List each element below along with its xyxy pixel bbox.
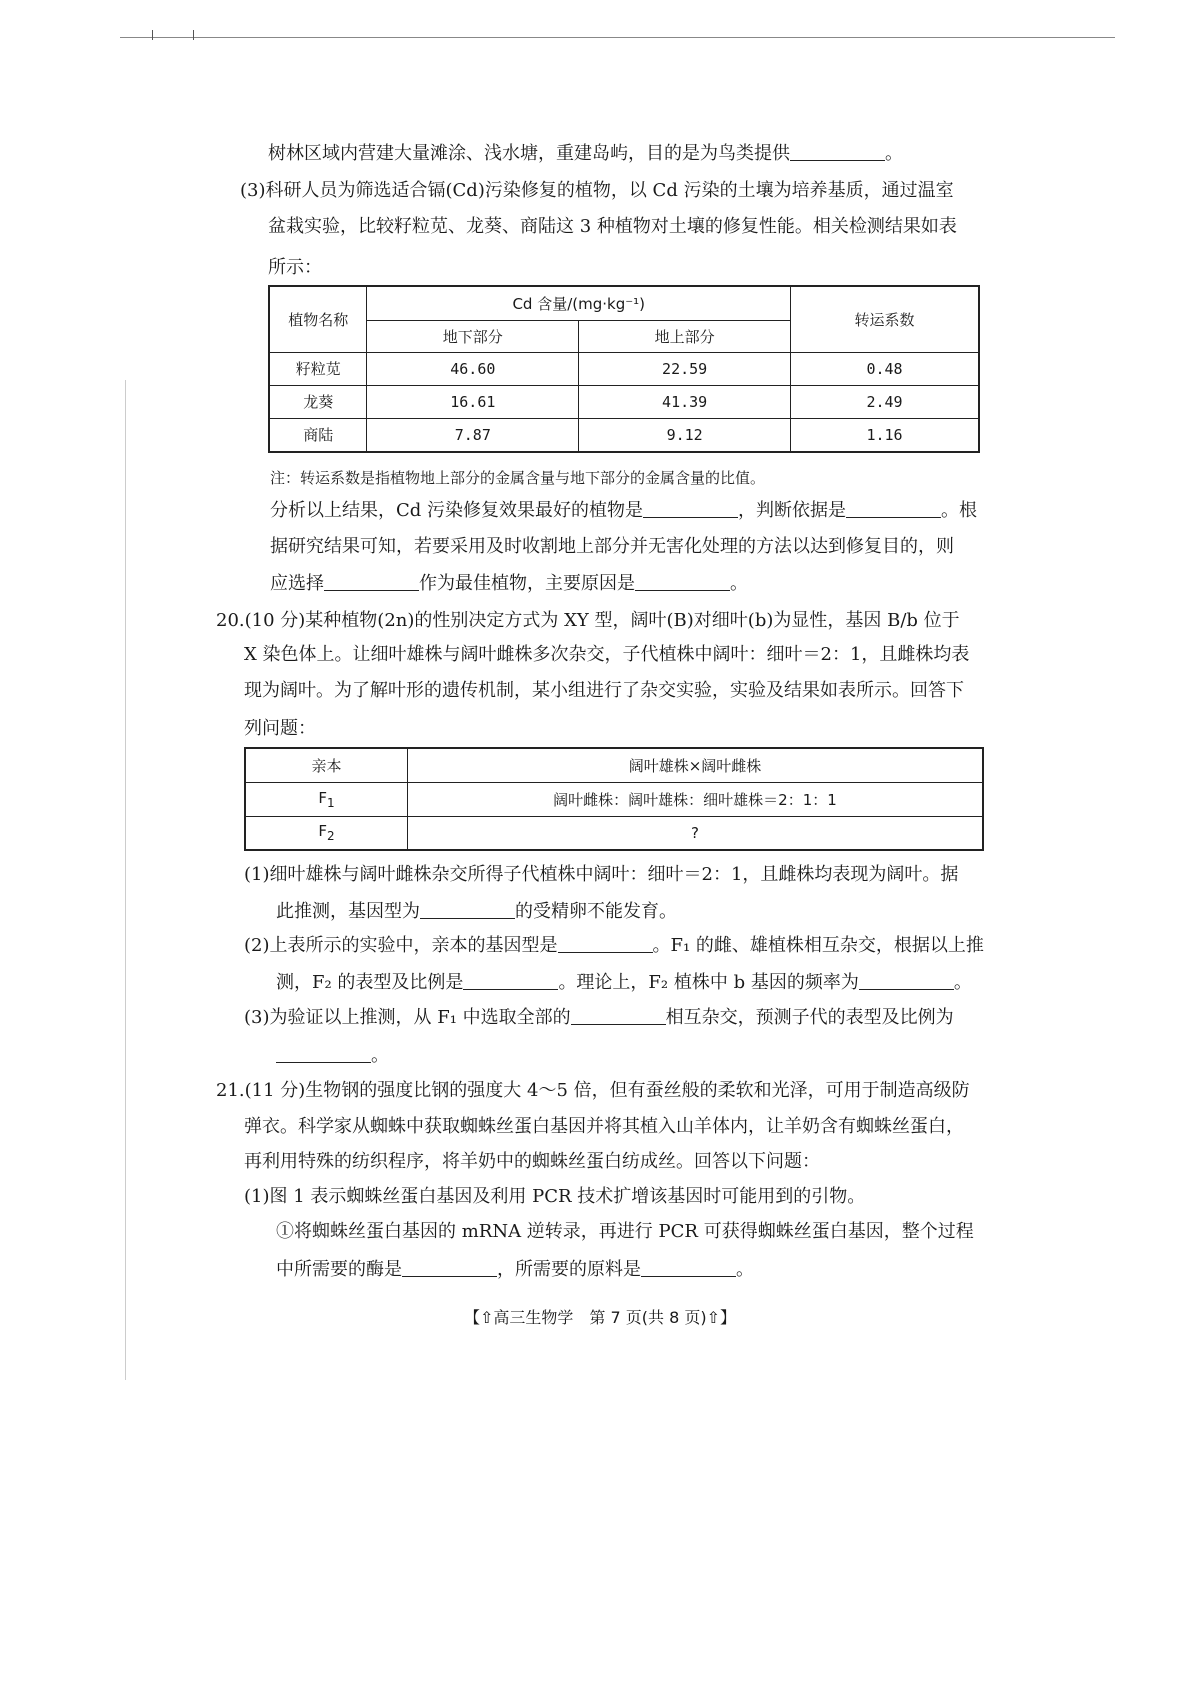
table-cell: 0.48	[791, 352, 979, 385]
paragraph-line: 所示：	[268, 257, 322, 278]
paragraph-line: 再利用特殊的纺织程序，将羊奶中的蜘蛛丝蛋白纺成丝。回答以下问题：	[244, 1151, 820, 1172]
header-tick	[152, 30, 153, 40]
header-transport-coefficient: 转运系数	[791, 286, 979, 352]
table-cell: 2.49	[791, 385, 979, 418]
paragraph-line: 现为阔叶。为了解叶形的遗传机制，某小组进行了杂交实验，实验及结果如表所示。回答下	[244, 680, 964, 701]
answer-blank	[324, 572, 419, 591]
paragraph-line: 分析以上结果，Cd 污染修复效果最好的植物是 ，判断依据是 。根	[270, 500, 978, 521]
table-cell: 41.39	[579, 385, 791, 418]
paragraph-line: 。	[276, 1043, 389, 1069]
value-parents: 阔叶雄株×阔叶雌株	[408, 748, 984, 782]
paragraph-line: ①将蜘蛛丝蛋白基因的 mRNA 逆转录，再进行 PCR 可获得蜘蛛丝蛋白基因，整个过程	[276, 1221, 974, 1242]
answer-blank	[790, 142, 885, 161]
table-cell: 龙葵	[269, 385, 367, 418]
paragraph-line: (3)为验证以上推测，从 F₁ 中选取全部的 相互杂交，预测子代的表型及比例为	[244, 1007, 954, 1028]
answer-blank	[463, 971, 558, 990]
answer-blank	[558, 934, 653, 953]
table-cell: 7.87	[367, 418, 579, 452]
value-f1: 阔叶雌株：阔叶雄株：细叶雄株＝2：1：1	[408, 782, 984, 816]
header-underground: 地下部分	[367, 320, 579, 352]
paragraph-line: 树林区域内营建大量滩涂、浅水塘，重建岛屿，目的是为鸟类提供 。	[268, 143, 903, 164]
paragraph-line: (2)上表所示的实验中，亲本的基因型是 。F₁ 的雌、雄植株相互杂交，根据以上推	[244, 935, 984, 956]
table-cell: 46.60	[367, 352, 579, 385]
text: 树林区域内营建大量滩涂、浅水塘，重建岛屿，目的是为鸟类提供	[268, 143, 790, 164]
paragraph-line: 盆栽实验，比较籽粒苋、龙葵、商陆这 3 种植物对土壤的修复性能。相关检测结果如表	[268, 216, 957, 237]
table-cell: 16.61	[367, 385, 579, 418]
cross-experiment-table	[244, 747, 984, 851]
answer-blank	[402, 1258, 497, 1277]
label-f2: $F_2$	[245, 816, 408, 850]
paragraph-line: 据研究结果可知，若要采用及时收割地上部分并无害化处理的方法以达到修复目的，则	[270, 536, 954, 557]
answer-blank	[276, 1044, 371, 1063]
paragraph-line: 应选择 作为最佳植物，主要原因是 。	[270, 573, 748, 594]
header-tick	[193, 30, 194, 40]
table-cell: 9.12	[579, 418, 791, 452]
table-cell: 籽粒苋	[269, 352, 367, 385]
paragraph-line: 列问题：	[244, 718, 316, 739]
question-20-line: 20.(10 分)某种植物(2n)的性别决定方式为 XY 型，阔叶(B)对细叶(b)为显性，基因 B/b 位于	[216, 610, 960, 631]
header-plant-name: 植物名称	[269, 286, 367, 352]
answer-blank	[643, 499, 738, 518]
label-f1: $F_1$	[245, 782, 408, 816]
question-21-line: 21.(11 分)生物钢的强度比钢的强度大 4～5 倍，但有蚕丝般的柔软和光泽，可用于制造高级防	[216, 1080, 970, 1101]
value-f2: ?	[408, 816, 984, 850]
table-cell: 22.59	[579, 352, 791, 385]
paragraph-line: X 染色体上。让细叶雄株与阔叶雌株多次杂交，子代植株中阔叶：细叶＝2：1，且雌株均表	[244, 644, 970, 665]
cd-content-table	[268, 285, 980, 453]
answer-blank	[641, 1258, 736, 1277]
table-note: 注：转运系数是指植物地上部分的金属含量与地下部分的金属含量的比值。	[270, 469, 766, 487]
header-aboveground: 地上部分	[579, 320, 791, 352]
answer-blank	[846, 499, 941, 518]
paragraph-line: 中所需要的酶是 ，所需要的原料是 。	[276, 1259, 754, 1280]
paragraph-line: 此推测，基因型为 的受精卵不能发育。	[276, 901, 677, 922]
answer-blank	[571, 1006, 666, 1025]
header-cd-content: Cd 含量/(mg·kg⁻¹)	[367, 286, 791, 320]
label-parents: 亲本	[245, 748, 408, 782]
paragraph-line: 测，F₂ 的表型及比例是 。理论上，F₂ 植株中 b 基因的频率为 。	[276, 972, 972, 993]
answer-blank	[859, 971, 954, 990]
table-cell: 商陆	[269, 418, 367, 452]
question-3-line: (3)科研人员为筛选适合镉(Cd)污染修复的植物，以 Cd 污染的土壤为培养基质，通过温室	[240, 180, 954, 201]
header-rule	[120, 37, 1115, 38]
answer-blank	[635, 572, 730, 591]
page-footer: 【⇧高三生物学 第 7 页(共 8 页)⇧】	[463, 1308, 736, 1327]
table-cell: 1.16	[791, 418, 979, 452]
paragraph-line: 弹衣。科学家从蜘蛛中获取蜘蛛丝蛋白基因并将其植入山羊体内，让羊奶含有蜘蛛丝蛋白，	[244, 1116, 964, 1137]
scan-margin-line	[125, 380, 126, 1380]
answer-blank	[420, 900, 515, 919]
paragraph-line: (1)图 1 表示蜘蛛丝蛋白基因及利用 PCR 技术扩增该基因时可能用到的引物。	[244, 1186, 866, 1207]
paragraph-line: (1)细叶雄株与阔叶雌株杂交所得子代植株中阔叶：细叶＝2：1，且雌株均表现为阔叶。据	[244, 864, 959, 885]
